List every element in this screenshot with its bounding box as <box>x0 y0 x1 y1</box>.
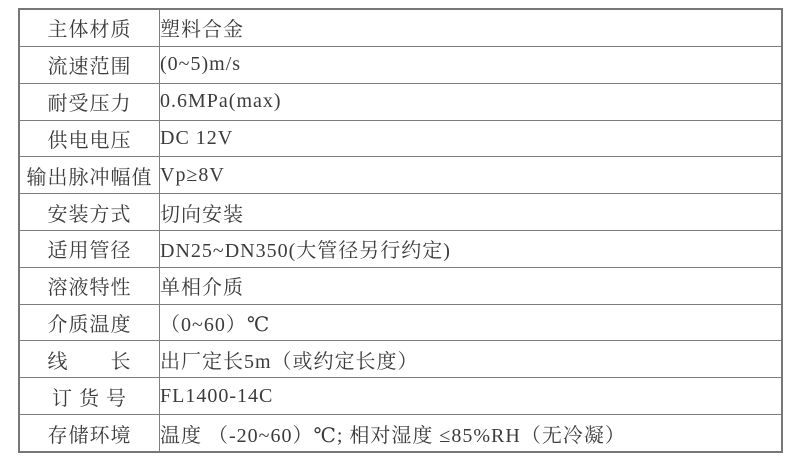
spec-label: 适用管径 <box>19 230 160 267</box>
spec-value: （0~60）℃ <box>160 304 783 341</box>
spec-value: Vp≥8V <box>160 157 783 194</box>
spec-label: 主体材质 <box>19 9 160 46</box>
spec-table <box>18 8 783 453</box>
spec-label: 耐受压力 <box>19 83 160 120</box>
table-row <box>19 120 782 157</box>
table-row <box>19 341 782 378</box>
table-row <box>19 230 782 267</box>
spec-value: 单相介质 <box>160 267 783 304</box>
spec-label: 存储环境 <box>19 415 160 452</box>
table-row <box>19 46 782 83</box>
spec-label: 安装方式 <box>19 194 160 231</box>
spec-label: 线 长 <box>19 341 160 378</box>
spec-value: (0~5)m/s <box>160 46 783 83</box>
spec-value: DC 12V <box>160 120 783 157</box>
spec-label: 介质温度 <box>19 304 160 341</box>
spec-value: 切向安装 <box>160 194 783 231</box>
spec-value: 0.6MPa(max) <box>160 83 783 120</box>
spec-value: DN25~DN350(大管径另行约定) <box>160 230 783 267</box>
spec-label: 供电电压 <box>19 120 160 157</box>
spec-value: 出厂定长5m（或约定长度） <box>160 341 783 378</box>
table-row <box>19 415 782 452</box>
spec-value: 塑料合金 <box>160 9 783 46</box>
spec-label: 流速范围 <box>19 46 160 83</box>
table-row <box>19 378 782 415</box>
table-row <box>19 83 782 120</box>
spec-value: 温度 （-20~60）℃; 相对湿度 ≤85%RH（无冷凝） <box>160 415 783 452</box>
spec-label: 输出脉冲幅值 <box>19 157 160 194</box>
spec-value: FL1400-14C <box>160 378 783 415</box>
table-row <box>19 194 782 231</box>
table-row <box>19 267 782 304</box>
spec-label: 溶液特性 <box>19 267 160 304</box>
table-row <box>19 157 782 194</box>
spec-label: 订 货 号 <box>19 378 160 415</box>
table-row <box>19 9 782 46</box>
table-row <box>19 304 782 341</box>
